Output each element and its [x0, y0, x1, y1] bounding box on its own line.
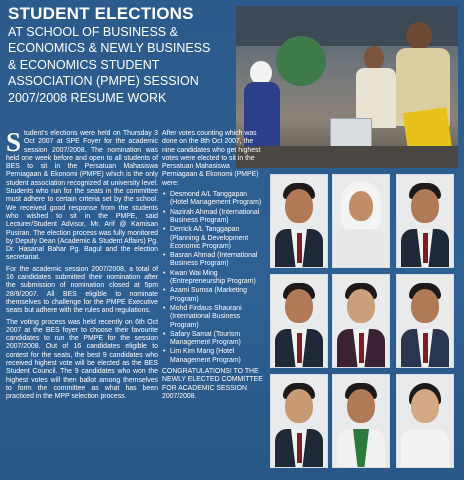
portrait-photo: [270, 374, 328, 468]
portrait-tie: [423, 333, 428, 363]
headline-subtitle-line: AT SCHOOL OF BUSINESS &: [8, 25, 178, 39]
portrait-face: [347, 389, 375, 423]
portrait-face: [411, 189, 439, 223]
article-paragraph: The voting process was held recently on 6th Oct 2007 at the BES foyer to choose their favourite candidates to run the PMPE for the session 2007/2008. Out of 16 candidates eligible to contest for the seats, the best 9 candidates who received highest vote will be elected as the BES Student Council. The 9 candidates who won the highest votes will then ballot among themselves to form the committee as what has been practiced in the MPP selection process.: [6, 318, 158, 401]
headline-title: STUDENT ELECTIONS: [8, 4, 194, 23]
portrait-tie: [297, 233, 302, 263]
portrait-photo: [396, 174, 454, 268]
list-item: • Desmond A/L Tanggapan (Hotel Management Program): [162, 191, 266, 208]
portrait-photo: [396, 274, 454, 368]
portrait-body: [401, 429, 449, 468]
portrait-face: [411, 289, 439, 323]
portrait-tie: [297, 333, 302, 363]
list-item: • Lim Kim Mang (Hotel Management Program): [162, 348, 266, 365]
portrait-photo: [270, 274, 328, 368]
portrait-tie: [423, 233, 428, 263]
article-column-1: [6, 127, 158, 405]
article-paragraph: For the academic session 2007/2008, a total of 16 candidates submitted their nomination after the submission of nomination closed at 5pm 28/9/2007. All BES eligible to nominate themselves to challenge for the PMPE Executive seats but adhere with the rules and regulations.: [6, 265, 158, 315]
portrait-photo: [332, 174, 390, 268]
list-item: • Derrick A/L Tanggapan (Planning & Development Economic Program): [162, 226, 266, 251]
portrait-face: [411, 389, 439, 423]
list-item: • Basran Ahmad (International Business Program): [162, 252, 266, 269]
list-item: • Azami Sumsa (Marketing Program): [162, 287, 266, 304]
photo-person-head: [406, 22, 432, 50]
photo-table: [236, 146, 458, 168]
list-item: • Nazirah Ahmad (International Business Program): [162, 209, 266, 226]
portrait-photo: [332, 274, 390, 368]
portrait-photo: [270, 174, 328, 268]
portrait-face: [285, 289, 313, 323]
headline-subtitle-line: & ECONOMICS STUDENT: [8, 57, 160, 72]
headline: [8, 4, 234, 106]
congratulations-note: CONGRATULATIONS! TO THE NEWLY ELECTED COMMITTEE FOR ACADEMIC SESSION 2007/2008.: [162, 368, 263, 400]
article-paragraph-text: tudent's elections were held on Thursday 3 Oct 2007 at SPE Foyer for the academic session 2007/2008. The nomination was held one week before and open to all students of BES to sit in the Persatuan Mahasiswa Perniagaan & Ekonomi (PMPE) which is the only student association recognized at university level. Students who run for the seats in the committee must adhere to certain criteria set by the school. We received good response from the students who wished to sit in the PMPE, said Lecturer/Student Advisor, Mr. Arif @ Kamisan Pusiran. The election process was fully monitored by Deputy Dean (Academic & Student Affairs) Pg. Dr. Hasanal Bahar Pg. Bagul and the election secretariat.: [6, 130, 158, 262]
headline-subtitle-line: ECONOMICS & NEWLY BUSINESS: [8, 41, 211, 56]
headline-subtitle: [8, 24, 234, 106]
portrait-face: [285, 189, 313, 223]
portrait-photo: [332, 374, 390, 468]
winners-list: [162, 191, 266, 365]
photo-plant: [276, 36, 326, 86]
dropcap: S: [6, 127, 22, 157]
portrait-tie: [359, 333, 364, 363]
photo-person-head: [364, 46, 384, 70]
voting-photo: [236, 6, 458, 168]
portrait-face: [285, 389, 313, 423]
portrait-face: [349, 191, 373, 221]
headline-subtitle-line: ASSOCIATION (PMPE) SESSION: [8, 74, 199, 89]
article-paragraph: After votes counting which was done on the 8th Oct 2007, the nine candidates who get highest votes were elected to sit in the Persatuan Mahasiswa Perniagaan & Ekonomi (PMPE) were:: [162, 130, 261, 187]
article-paragraph: [6, 127, 158, 263]
list-item: • Mohd Firdaus Shaurani (International Business Program): [162, 305, 266, 330]
list-item: • Safary Samat (Tourism Management Program): [162, 331, 266, 348]
portrait-photo: [396, 374, 454, 468]
headline-subtitle-line: 2007/2008 RESUME WORK: [8, 90, 167, 105]
portrait-tie: [297, 433, 302, 463]
portrait-body: [337, 229, 385, 268]
list-item: • Kwan Wai Ming (Entrepreneurship Program): [162, 270, 266, 287]
article-column-2: [162, 130, 266, 401]
portrait-face: [347, 289, 375, 323]
